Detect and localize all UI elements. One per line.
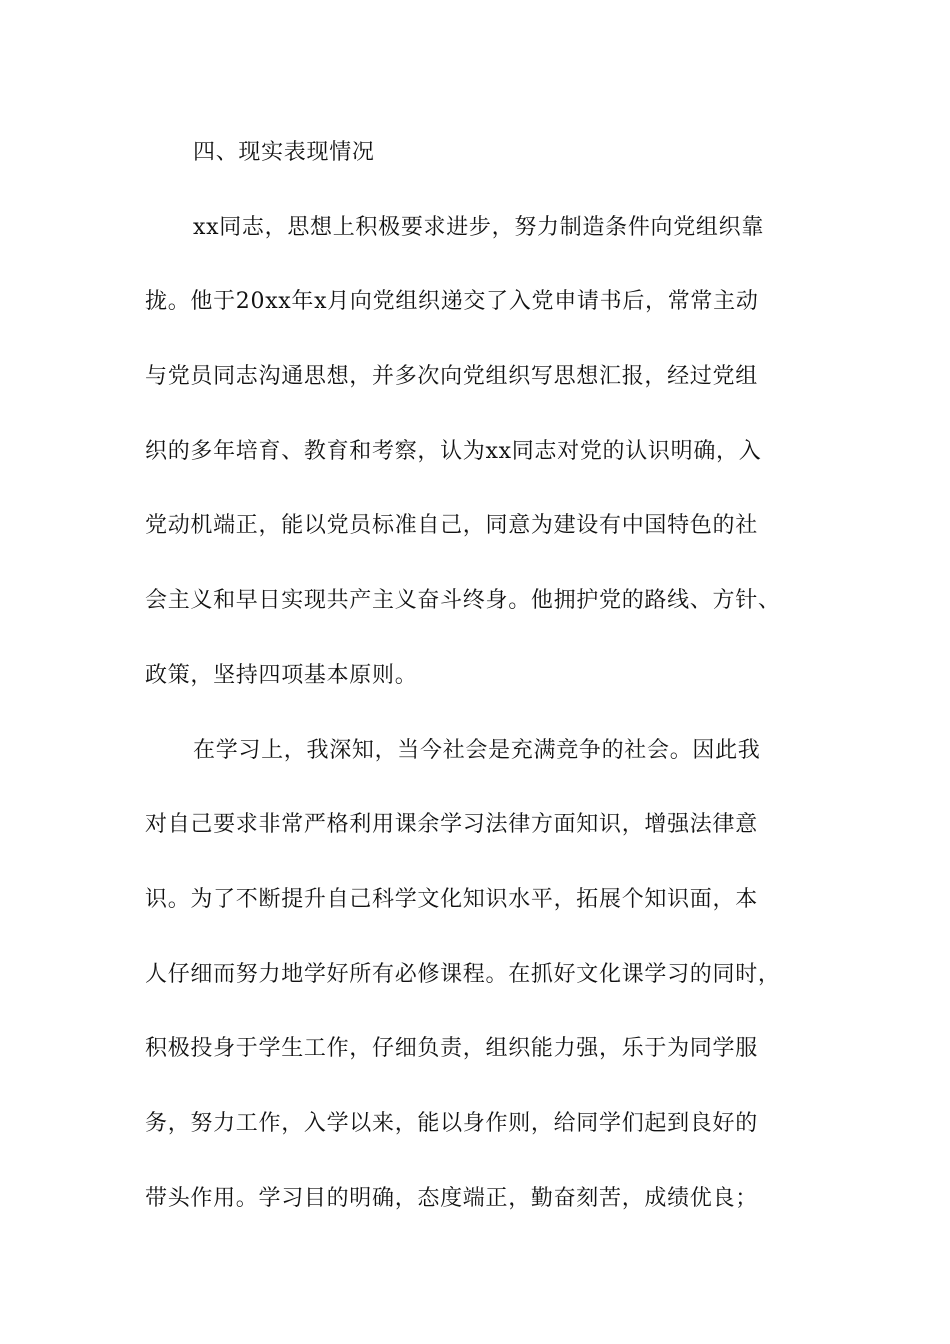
paragraph-line: 识。为了不断提升自己科学文化知识水平，拓展个知识面，本 (145, 886, 758, 912)
paragraph-line: 与党员同志沟通思想，并多次向党组织写思想汇报，经过党组 (145, 364, 758, 390)
paragraph-line: 会主义和早日实现共产主义奋斗终身。他拥护党的路线、方针、 (145, 588, 781, 614)
paragraph-line: xx同志，思想上积极要求进步，努力制造条件向党组织靠 (193, 214, 765, 240)
paragraph-line: 织的多年培育、教育和考察，认为xx同志对党的认识明确，入 (145, 438, 762, 464)
paragraph-line: 带头作用。学习目的明确，态度端正，勤奋刻苦，成绩优良； (145, 1185, 758, 1211)
paragraph-line: 党动机端正，能以党员标准自己，同意为建设有中国特色的社 (145, 513, 758, 539)
section-heading: 四、现实表现情况 (193, 140, 375, 165)
paragraph-line: 拢。他于20xx年x月向党组织递交了入党申请书后，常常主动 (145, 289, 759, 315)
paragraph-line: 在学习上，我深知，当今社会是充满竞争的社会。因此我 (193, 737, 761, 763)
paragraph-line: 政策，坚持四项基本原则。 (145, 662, 418, 688)
document-body (145, 132, 825, 1252)
paragraph-line: 积极投身于学生工作，仔细负责，组织能力强，乐于为同学服 (145, 1036, 758, 1062)
paragraph-line: 人仔细而努力地学好所有必修课程。在抓好文化课学习的同时， (145, 961, 781, 987)
paragraph-line: 务，努力工作，入学以来，能以身作则，给同学们起到良好的 (145, 1110, 758, 1136)
paragraph-line: 对自己要求非常严格利用课余学习法律方面知识，增强法律意 (145, 812, 758, 838)
